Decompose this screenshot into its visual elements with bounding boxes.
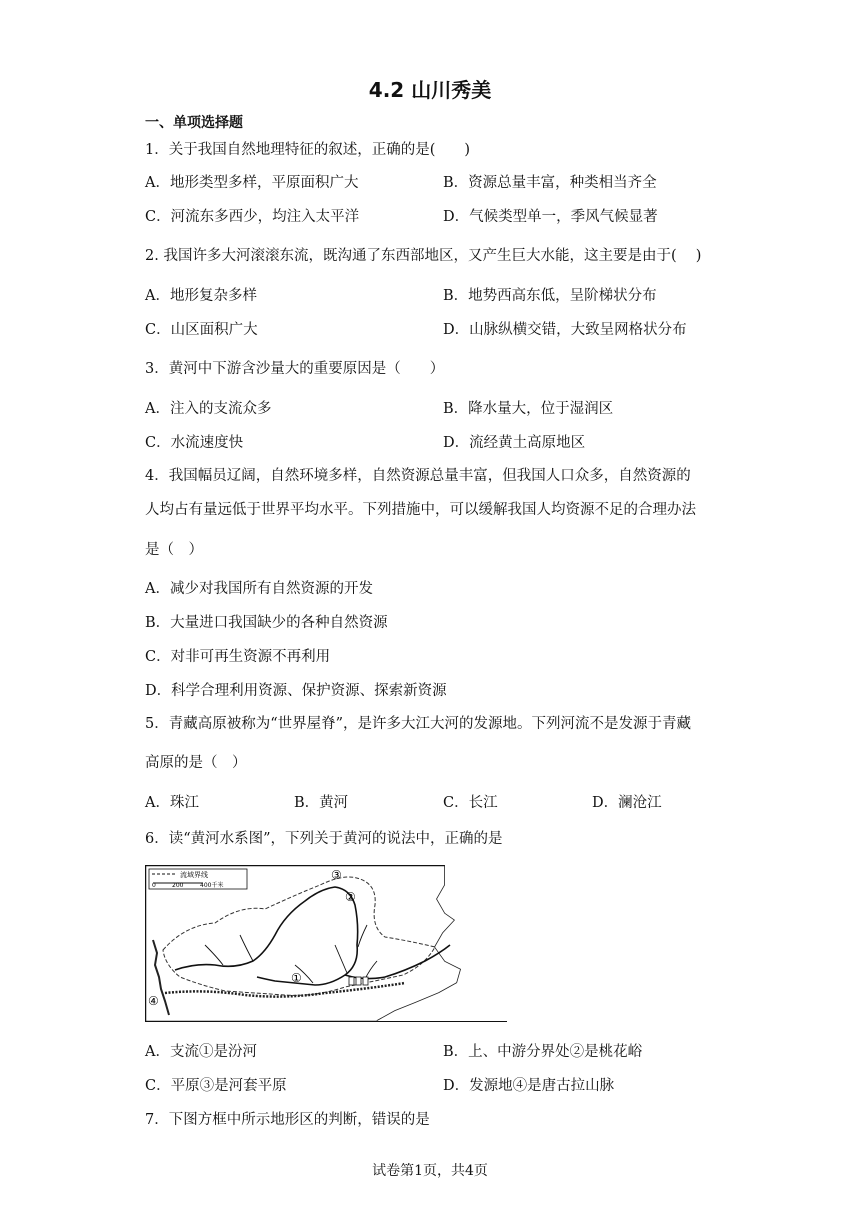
q1-option-a: A．地形类型多样，平原面积广大 <box>145 175 359 191</box>
legend-label: 流域界线 <box>180 871 208 879</box>
section-heading: 一、单项选择题 <box>145 115 243 131</box>
q5-option-b: B．黄河 <box>294 795 349 811</box>
q2-option-b: B．地势西高东低，呈阶梯状分布 <box>443 288 657 304</box>
q5-option-c: C．长江 <box>443 795 498 811</box>
q5-stem-line1: 5．青藏高原被称为“世界屋脊”，是许多大江大河的发源地。下列河流不是发源于青藏 <box>145 716 692 732</box>
q3-option-a: A．注入的支流众多 <box>145 401 272 417</box>
q2-option-c: C．山区面积广大 <box>145 322 258 338</box>
q4-option-d: D．科学合理利用资源、保护资源、探索新资源 <box>145 683 447 699</box>
q1-stem: 1．关于我国自然地理特征的叙述，正确的是( ) <box>145 142 471 158</box>
q5-stem-line2: 高原的是（ ） <box>145 755 247 771</box>
q2-stem: 2. 我国许多大河滚滚东流，既沟通了东西部地区，又产生巨大水能，这主要是由于( ) <box>145 248 702 264</box>
scale-400: 400千米 <box>200 882 224 889</box>
q4-option-a: A．减少对我国所有自然资源的开发 <box>145 581 373 597</box>
marker-4: ④ <box>148 994 159 1008</box>
q2-option-d: D．山脉纵横交错，大致呈网格状分布 <box>443 322 687 338</box>
scale-200: 200 <box>172 882 184 889</box>
q4-stem-line3: 是（ ） <box>145 542 203 558</box>
q3-option-b: B．降水量大，位于湿润区 <box>443 401 614 417</box>
q6-option-b: B．上、中游分界处②是桃花峪 <box>443 1044 643 1060</box>
site-symbol-1 <box>349 977 354 985</box>
q3-stem: 3．黄河中下游含沙量大的重要原因是（ ） <box>145 361 445 377</box>
q1-option-d: D．气候类型单一，季风气候显著 <box>443 209 658 225</box>
q4-option-b: B．大量进口我国缺少的各种自然资源 <box>145 615 388 631</box>
marker-1: ① <box>291 971 302 985</box>
page-footer: 试卷第1页，共4页 <box>372 1163 488 1179</box>
q6-option-d: D．发源地④是唐古拉山脉 <box>443 1078 615 1094</box>
q3-option-d: D．流经黄土高原地区 <box>443 435 586 451</box>
q6-stem: 6．读“黄河水系图”，下列关于黄河的说法中，正确的是 <box>145 831 503 847</box>
yellow-river-map <box>145 865 507 1022</box>
q4-stem-line1: 4．我国幅员辽阔，自然环境多样，自然资源总量丰富，但我国人口众多，自然资源的 <box>145 468 691 484</box>
q1-option-c: C．河流东多西少，均注入太平洋 <box>145 209 360 225</box>
q4-stem-line2: 人均占有量远低于世界平均水平。下列措施中，可以缓解我国人均资源不足的合理办法 <box>145 502 696 518</box>
q1-option-b: B．资源总量丰富，种类相当齐全 <box>443 175 657 191</box>
page-title: 4.2 山川秀美 <box>368 78 492 102</box>
q3-option-c: C．水流速度快 <box>145 435 244 451</box>
q4-option-c: C．对非可再生资源不再利用 <box>145 649 331 665</box>
marker-3: ③ <box>331 868 342 882</box>
marker-2: ② <box>345 890 356 904</box>
scale-0: 0 <box>152 882 156 889</box>
q2-option-a: A．地形复杂多样 <box>145 288 257 304</box>
q7-stem: 7．下图方框中所示地形区的判断，错误的是 <box>145 1112 430 1128</box>
site-symbol-3 <box>363 977 368 985</box>
q6-option-a: A．支流①是汾河 <box>145 1044 257 1060</box>
site-symbol-2 <box>356 977 361 985</box>
q5-option-d: D．澜沧江 <box>592 795 662 811</box>
q6-option-c: C．平原③是河套平原 <box>145 1078 287 1094</box>
q5-option-a: A．珠江 <box>145 795 199 811</box>
